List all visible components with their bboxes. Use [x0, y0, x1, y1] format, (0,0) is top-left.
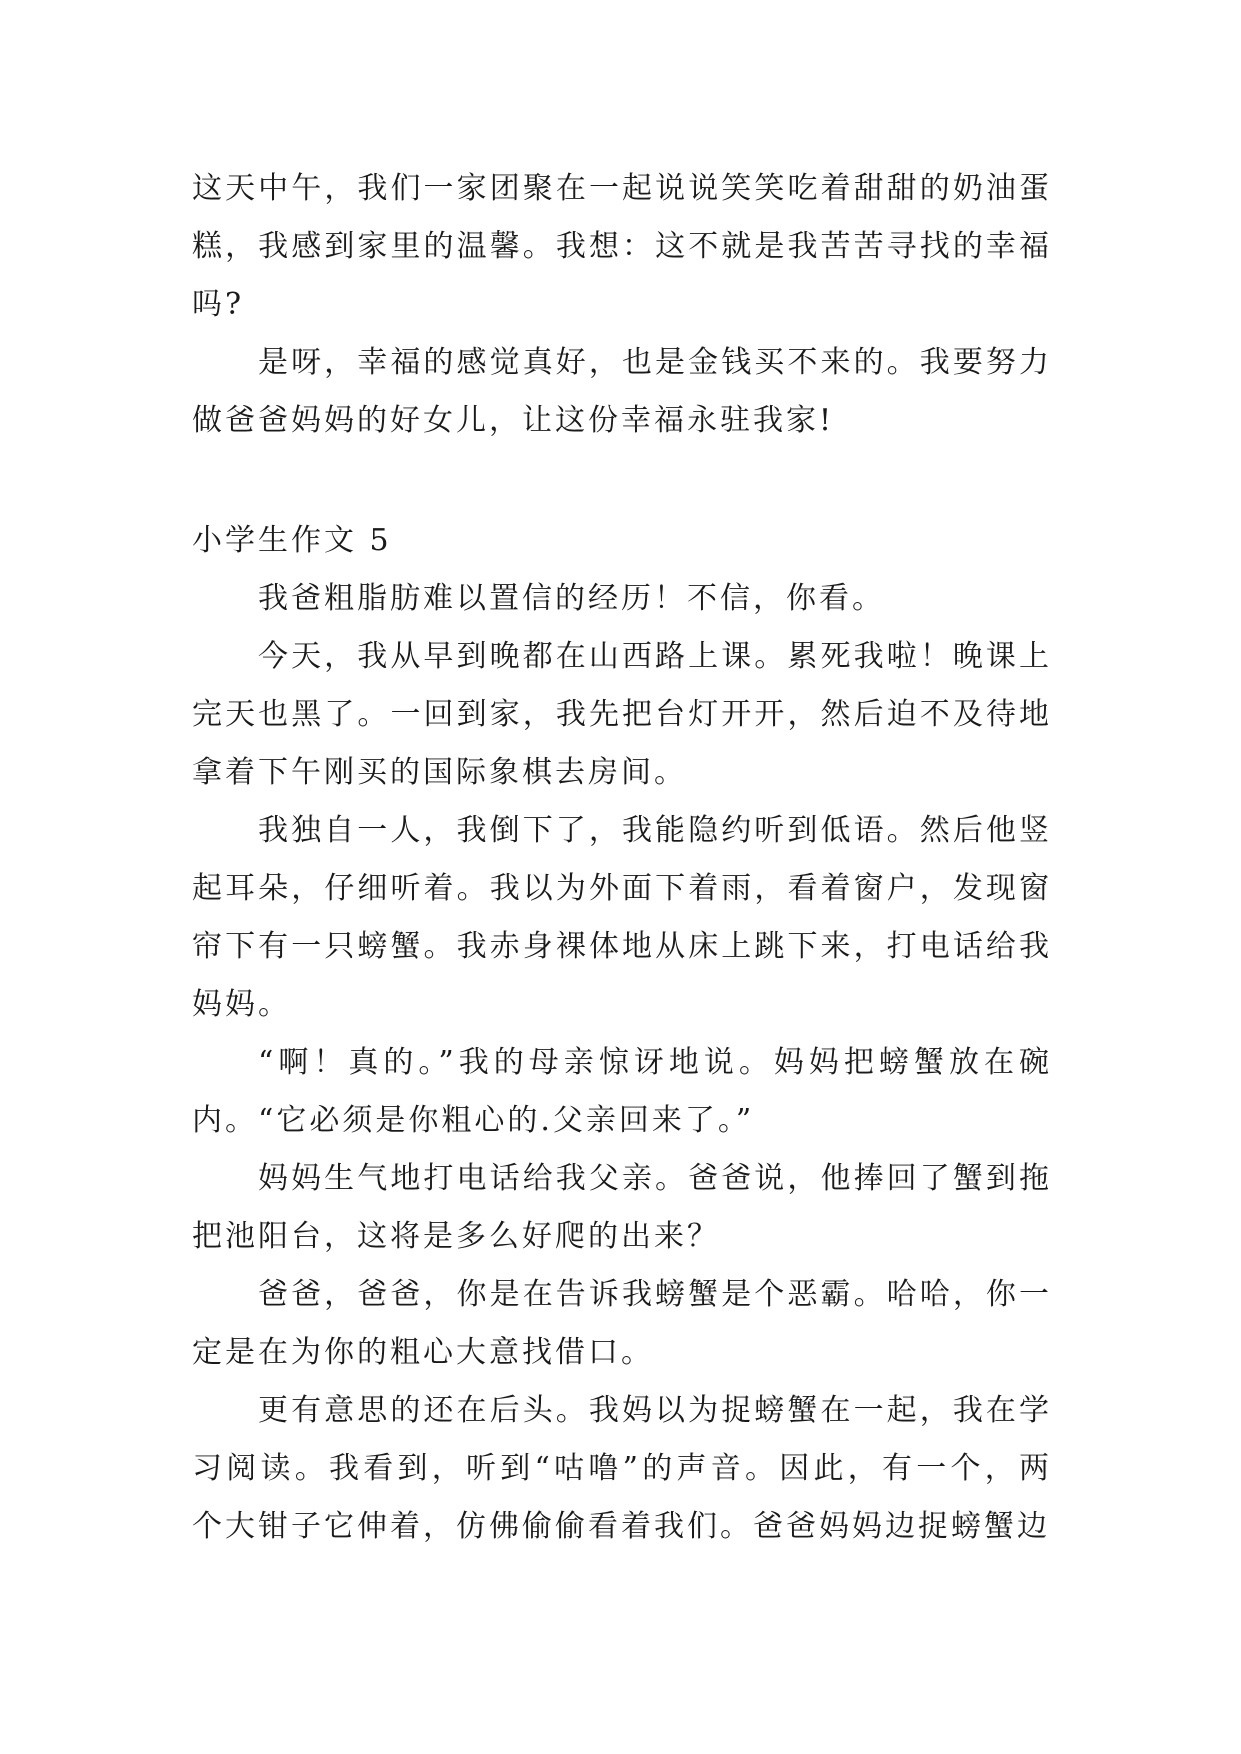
paragraph-7: 妈妈生气地打电话给我父亲。爸爸说，他捧回了蟹到拖把池阳台，这将是多么好爬的出来？	[192, 1161, 1052, 1254]
paragraph-6: “啊！真的。”我的母亲惊讶地说。妈妈把螃蟹放在碗内。“它必须是你粗心的.父亲回来了。”	[192, 1045, 1052, 1138]
paragraph-4: 今天，我从早到晚都在山西路上课。累死我啦！晚课上完天也黑了。一回到家，我先把台灯开开，然后迫不及待地拿着下午刚买的国际象棋去房间。	[192, 639, 1052, 790]
paragraph-8: 爸爸，爸爸，你是在告诉我螃蟹是个恶霸。哈哈，你一定是在为你的粗心大意找借口。	[192, 1277, 1052, 1370]
paragraph-2: 是呀，幸福的感觉真好，也是金钱买不来的。我要努力做爸爸妈妈的好女儿，让这份幸福永驻我家!	[192, 345, 1052, 438]
paragraph-5: 我独自一人，我倒下了，我能隐约听到低语。然后他竖起耳朵，仔细听着。我以为外面下着雨，看着窗户，发现窗帘下有一只螃蟹。我赤身裸体地从床上跳下来，打电话给我妈妈。	[192, 813, 1052, 1022]
paragraph-3: 我爸粗脂肪难以置信的经历！不信，你看。	[258, 581, 885, 616]
section-title: 小学生作文 5	[192, 523, 392, 558]
paragraph-9: 更有意思的还在后头。我妈以为捉螃蟹在一起，我在学习阅读。我看到，听到“咕噜”的声音。因此，有一个，两个大钳子它伸着，仿佛偷偷看着我们。爸爸妈妈边捉螃蟹边	[192, 1393, 1052, 1544]
section-gap	[192, 450, 1052, 512]
paragraph-1: 这天中午，我们一家团聚在一起说说笑笑吃着甜甜的奶油蛋糕，我感到家里的温馨。我想：这不就是我苦苦寻找的幸福吗?	[192, 171, 1052, 322]
text-column	[192, 160, 1052, 1556]
